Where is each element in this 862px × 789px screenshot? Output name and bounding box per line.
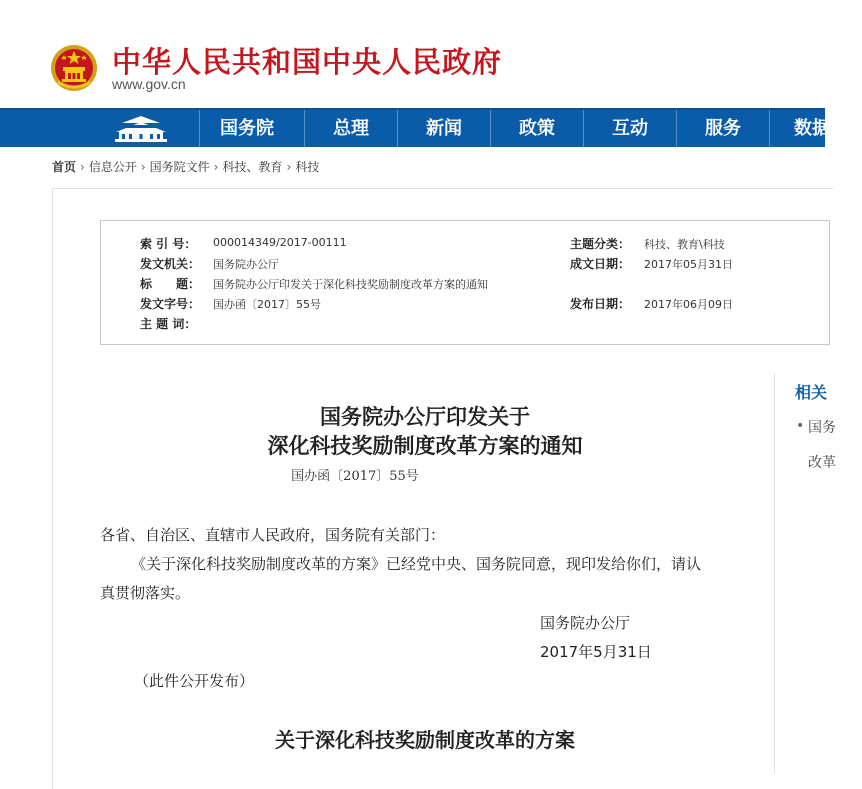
document-number-label: 发文字号： bbox=[140, 297, 201, 311]
body-paragraph-line2: 真贯彻落实。 bbox=[100, 584, 191, 602]
category-value: 科技、教育\科技 bbox=[644, 238, 725, 251]
breadcrumb-separator-icon: › bbox=[213, 160, 219, 174]
nav-item-state-council[interactable]: 国务院 bbox=[199, 110, 294, 147]
site-title[interactable]: 中华人民共和国中央人民政府 bbox=[112, 45, 503, 79]
breadcrumb-separator-icon: › bbox=[140, 160, 146, 174]
breadcrumb-science[interactable]: 科技 bbox=[295, 160, 320, 174]
related-title: 相关 bbox=[795, 383, 828, 402]
category-label: 主题分类： bbox=[570, 237, 631, 251]
site-url[interactable]: www.gov.cn bbox=[112, 76, 186, 92]
nav-item-services[interactable]: 服务 bbox=[676, 110, 769, 147]
bullet-icon: • bbox=[796, 418, 805, 434]
document-title-line2: 深化科技奖励制度改革方案的通知 bbox=[267, 433, 583, 458]
breadcrumb-sci-edu[interactable]: 科技、教育 bbox=[222, 160, 283, 174]
title-value: 国务院办公厅印发关于深化科技奖励制度改革方案的通知 bbox=[213, 278, 488, 291]
nav-item-interaction[interactable]: 互动 bbox=[583, 110, 676, 147]
site-header bbox=[0, 0, 825, 108]
release-note: （此件公开发布） bbox=[134, 672, 255, 690]
breadcrumb-separator-icon: › bbox=[80, 160, 85, 174]
created-date-label: 成文日期： bbox=[570, 257, 631, 271]
signatory: 国务院办公厅 bbox=[540, 614, 631, 632]
breadcrumb-info-public[interactable]: 信息公开 bbox=[88, 160, 137, 174]
related-link-line1[interactable]: 国务 bbox=[808, 420, 836, 436]
main-nav bbox=[0, 108, 830, 147]
breadcrumb-state-council-docs[interactable]: 国务院文件 bbox=[149, 160, 210, 174]
tiananmen-icon[interactable] bbox=[110, 112, 172, 145]
breadcrumb bbox=[52, 158, 319, 175]
issuer-value: 国务院办公厅 bbox=[213, 258, 279, 271]
related-link-line2[interactable]: 改革 bbox=[808, 455, 836, 471]
document-number-value: 国办函〔2017〕55号 bbox=[213, 298, 321, 311]
published-date-value: 2017年06月09日 bbox=[644, 298, 733, 311]
nav-item-news[interactable]: 新闻 bbox=[397, 110, 490, 147]
published-date-label: 发布日期： bbox=[570, 297, 631, 311]
document-title bbox=[100, 402, 750, 460]
title-label: 标 题： bbox=[140, 277, 201, 291]
keywords-label: 主 题 词： bbox=[140, 317, 197, 331]
index-number-label: 索 引 号： bbox=[140, 237, 197, 251]
created-date-value: 2017年05月31日 bbox=[644, 258, 733, 271]
body-paragraph-line1: 《关于深化科技奖励制度改革的方案》已经党中央、国务院同意，现印发给你们，请认 bbox=[131, 555, 702, 573]
document-title-line1: 国务院办公厅印发关于 bbox=[320, 404, 530, 429]
nav-item-data[interactable]: 数据 bbox=[769, 110, 862, 147]
signing-date: 2017年5月31日 bbox=[540, 643, 652, 661]
breadcrumb-separator-icon: › bbox=[286, 160, 292, 174]
issuer-label: 发文机关： bbox=[140, 257, 201, 271]
breadcrumb-home[interactable]: 首页 bbox=[52, 160, 77, 174]
nav-item-premier[interactable]: 总理 bbox=[304, 110, 397, 147]
recipients-text: 各省、自治区、直辖市人民政府，国务院有关部门： bbox=[100, 526, 446, 544]
document-number: 国办函〔2017〕55号 bbox=[291, 469, 419, 484]
national-emblem-icon[interactable] bbox=[50, 44, 98, 92]
nav-item-policy[interactable]: 政策 bbox=[490, 110, 583, 147]
index-number-value: 000014349/2017-00111 bbox=[213, 236, 347, 249]
attachment-title: 关于深化科技奖励制度改革的方案 bbox=[275, 728, 575, 752]
